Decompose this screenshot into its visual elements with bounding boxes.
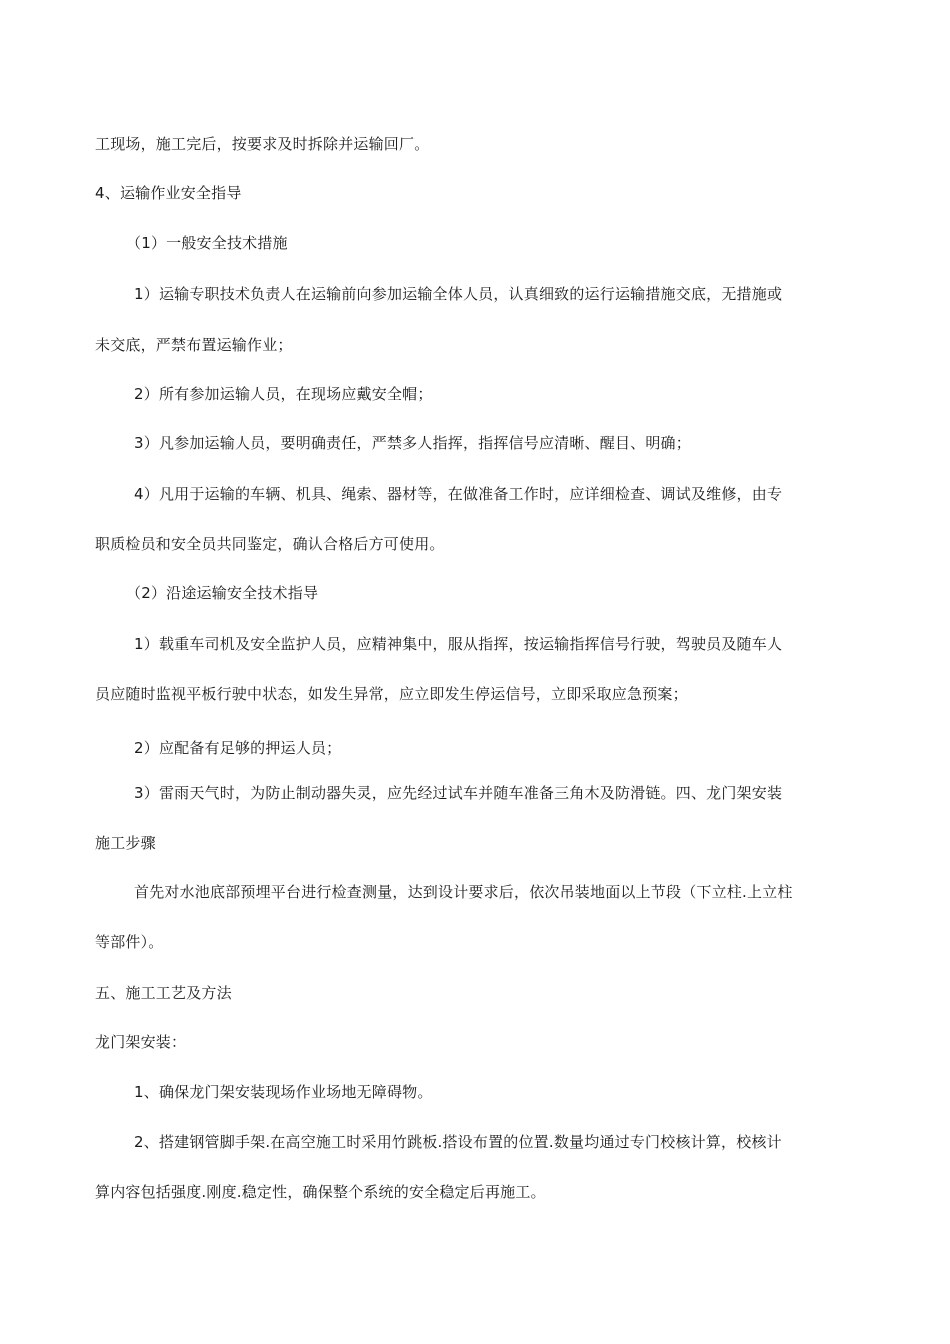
paragraph-line: 首先对水池底部预埋平台进行检查测量，达到设计要求后，依次吊装地面以上节段（下立柱.上立柱 (134, 883, 793, 901)
paragraph-line: 等部件）。 (95, 933, 164, 951)
section-heading: 4、运输作业安全指导 (95, 184, 242, 202)
paragraph-line: 施工步骤 (95, 834, 156, 852)
paragraph-line: 3）雷雨天气时，为防止制动器失灵，应先经过试车并随车准备三角木及防滑链。四、龙门架安装 (134, 784, 783, 802)
subsection-heading: （1）一般安全技术措施 (126, 234, 288, 252)
paragraph-line: 未交底，严禁布置运输作业； (95, 336, 293, 354)
paragraph-line: 龙门架安装： (95, 1033, 187, 1051)
paragraph-line: 职质检员和安全员共同鉴定，确认合格后方可使用。 (95, 535, 445, 553)
paragraph-line: 2）应配备有足够的押运人员； (134, 739, 342, 757)
paragraph-line: 1）载重车司机及安全监护人员，应精神集中，服从指挥，按运输指挥信号行驶，驾驶员及随车人 (134, 635, 783, 653)
paragraph-line: 2）所有参加运输人员，在现场应戴安全帽； (134, 385, 433, 403)
list-item: 1、确保龙门架安装现场作业场地无障碍物。 (134, 1083, 433, 1101)
list-item: 2、搭建钢管脚手架.在高空施工时采用竹跳板.搭设布置的位置.数量均通过专门校核计算，校核计 (134, 1133, 782, 1151)
paragraph-line: 3）凡参加运输人员，要明确责任，严禁多人指挥，指挥信号应清晰、醒目、明确； (134, 434, 691, 452)
paragraph-line: 4）凡用于运输的车辆、机具、绳索、器材等，在做准备工作时，应详细检查、调试及维修，由专 (134, 485, 783, 503)
paragraph-line: 1）运输专职技术负责人在运输前向参加运输全体人员，认真细致的运行运输措施交底，无措施或 (134, 285, 783, 303)
section-heading: 五、施工工艺及方法 (95, 984, 232, 1002)
subsection-heading: （2）沿途运输安全技术指导 (126, 584, 319, 602)
paragraph-line: 算内容包括强度.刚度.稳定性，确保整个系统的安全稳定后再施工。 (95, 1183, 546, 1201)
paragraph-line: 员应随时监视平板行驶中状态，如发生异常，应立即发生停运信号，立即采取应急预案； (95, 685, 688, 703)
paragraph-line: 工现场，施工完后，按要求及时拆除并运输回厂。 (95, 135, 430, 153)
